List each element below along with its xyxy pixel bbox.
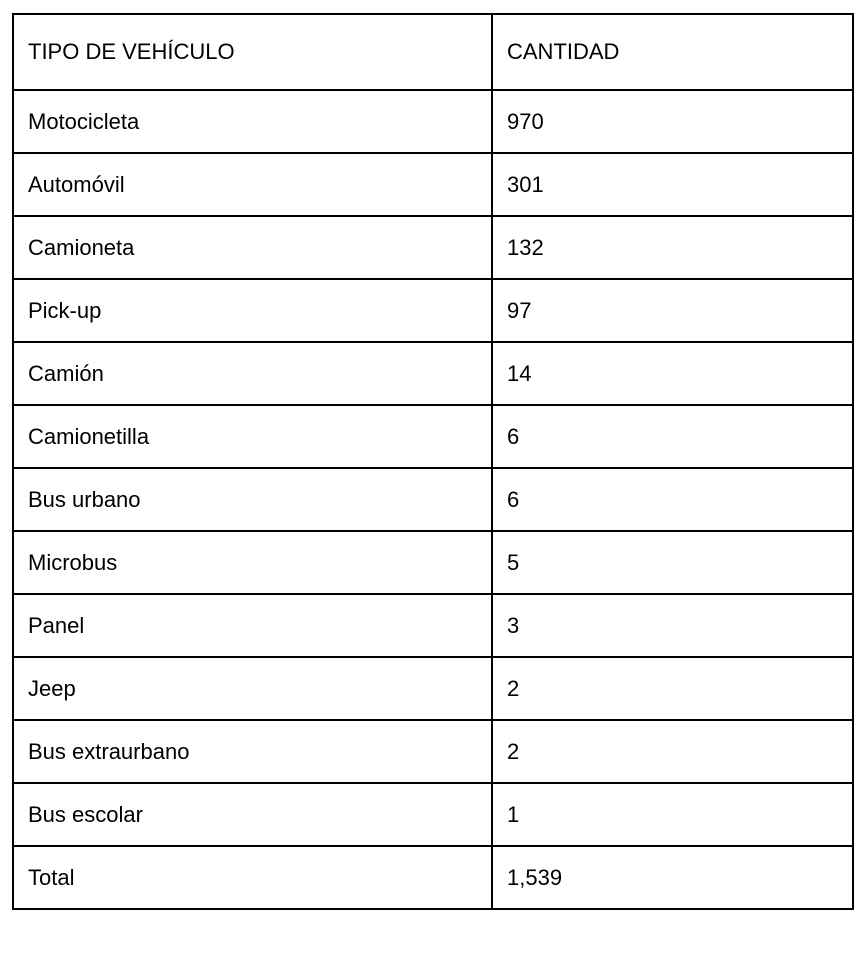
- table-row: [13, 153, 853, 216]
- quantity-cell: 1: [492, 783, 853, 846]
- table-row: [13, 216, 853, 279]
- vehicle-type-cell: Panel: [13, 594, 492, 657]
- vehicle-type-cell: Automóvil: [13, 153, 492, 216]
- table-row: [13, 468, 853, 531]
- table-row: [13, 90, 853, 153]
- vehicle-type-cell: Camión: [13, 342, 492, 405]
- vehicle-type-cell: Bus extraurbano: [13, 720, 492, 783]
- vehicle-type-cell: Bus escolar: [13, 783, 492, 846]
- vehicle-type-cell: Motocicleta: [13, 90, 492, 153]
- table-row: [13, 720, 853, 783]
- total-label-cell: Total: [13, 846, 492, 909]
- total-row: [13, 846, 853, 909]
- table-row: [13, 342, 853, 405]
- vehicle-type-cell: Pick-up: [13, 279, 492, 342]
- quantity-cell: 6: [492, 468, 853, 531]
- table-row: [13, 405, 853, 468]
- table-header-row: [13, 14, 853, 90]
- table-row: [13, 594, 853, 657]
- table-row: [13, 783, 853, 846]
- vehicle-type-cell: Camioneta: [13, 216, 492, 279]
- quantity-cell: 3: [492, 594, 853, 657]
- quantity-cell: 6: [492, 405, 853, 468]
- vehicle-type-cell: Microbus: [13, 531, 492, 594]
- vehicle-type-cell: Camionetilla: [13, 405, 492, 468]
- total-value-cell: 1,539: [492, 846, 853, 909]
- table-row: [13, 657, 853, 720]
- table-row: [13, 531, 853, 594]
- quantity-cell: 5: [492, 531, 853, 594]
- table-body: [13, 90, 853, 909]
- vehicle-type-cell: Bus urbano: [13, 468, 492, 531]
- header-quantity: CANTIDAD: [492, 14, 853, 90]
- vehicle-table: [12, 13, 854, 910]
- quantity-cell: 970: [492, 90, 853, 153]
- quantity-cell: 14: [492, 342, 853, 405]
- quantity-cell: 301: [492, 153, 853, 216]
- quantity-cell: 2: [492, 657, 853, 720]
- quantity-cell: 132: [492, 216, 853, 279]
- vehicle-type-cell: Jeep: [13, 657, 492, 720]
- header-vehicle-type: TIPO DE VEHÍCULO: [13, 14, 492, 90]
- quantity-cell: 2: [492, 720, 853, 783]
- quantity-cell: 97: [492, 279, 853, 342]
- table-row: [13, 279, 853, 342]
